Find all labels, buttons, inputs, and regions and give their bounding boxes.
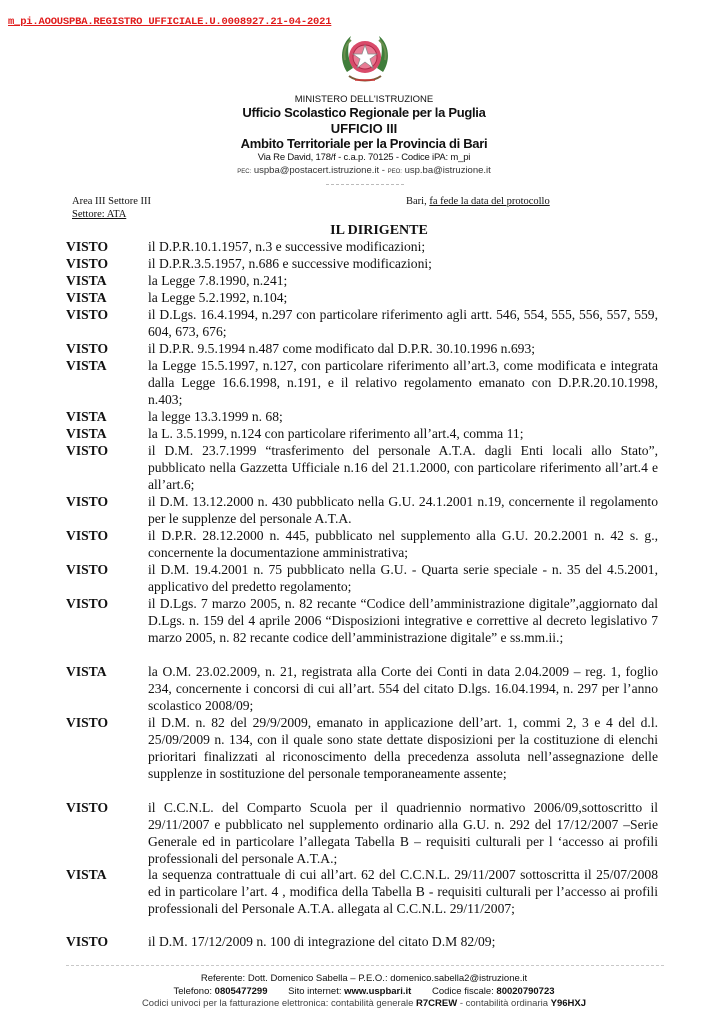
- recital-keyword: VISTO: [66, 800, 109, 815]
- recital-text: la O.M. 23.02.2009, n. 21, registrata alla Corte dei Conti in data 2.04.2009 – reg. 1, foglio 234, concernente i concorsi di cui all’art. 554 del citato D.lgs. 16.04.1994, n. 297 per l’anno scolastico 2008/09;: [148, 664, 658, 713]
- territorial-area: Ambito Territoriale per la Provincia di Bari: [240, 136, 488, 151]
- emblem-of-italy-icon: [337, 30, 393, 90]
- recital-text: la Legge 7.8.1990, n.241;: [148, 273, 288, 288]
- billing-mid-text: - contabilità ordinaria: [457, 998, 551, 1009]
- site-label: Sito internet:: [288, 986, 345, 997]
- recital-entry: [66, 408, 658, 425]
- recital-entry: [66, 493, 658, 527]
- recital-text: il D.P.R.3.5.1957, n.686 e successive modificazioni;: [148, 256, 432, 271]
- recital-entry: [66, 238, 658, 255]
- email-separator: -: [379, 165, 388, 176]
- footer-billing: [0, 998, 728, 1009]
- recital-entry: [66, 442, 658, 493]
- peo-label: PEO:: [387, 169, 402, 175]
- pec-label: PEC:: [237, 169, 252, 175]
- recital-keyword: VISTO: [66, 715, 109, 730]
- recital-entry: [66, 357, 658, 408]
- recital-keyword: VISTA: [66, 358, 107, 373]
- pec-email-link[interactable]: uspba@postacert.istruzione.it: [253, 165, 380, 176]
- billing-text: Codici univoci per la fatturazione elettronica: contabilità generale: [141, 998, 417, 1009]
- referent-email-link[interactable]: domenico.sabella2@istruzione.it: [390, 973, 528, 984]
- recital-keyword: VISTO: [66, 443, 109, 458]
- billing-code-general: R7CREW: [416, 998, 458, 1009]
- place-date: [406, 196, 550, 207]
- recital-text: la Legge 15.5.1997, n.127, con particolare riferimento all’art.3, come modificata e integrata dalla Legge 16.6.1998, n.191, e il relativo regolamento emanato con D.P.R.20.10.1998, n.403;: [148, 358, 658, 407]
- recital-keyword: VISTO: [66, 528, 109, 543]
- sector-label: Settore: ATA: [72, 209, 127, 220]
- recital-text: il D.M. 19.4.2001 n. 75 pubblicato nella G.U. - Quarta serie speciale - n. 35 del 4.5.2001, applicativo del predetto regolamento;: [148, 562, 658, 594]
- recital-text: il D.M. 23.7.1999 “trasferimento del personale A.T.A. dagli Enti locali allo Stato”, pubblicato nella Gazzetta Ufficiale n.16 del 21.1.2000, con particolare riferimento all’art.4 e all’art.6;: [148, 443, 658, 492]
- recital-keyword: VISTO: [66, 494, 109, 509]
- recital-keyword: VISTO: [66, 596, 109, 611]
- recital-entry: [66, 306, 658, 340]
- recital-keyword: VISTA: [66, 290, 107, 305]
- tax-code-label: Codice fiscale:: [431, 986, 497, 997]
- recital-text: il D.P.R. 28.12.2000 n. 445, pubblicato nel supplemento alla G.U. 20.2.2001 n. 42 s. g., concernente la documentazione amministrativa;: [148, 528, 658, 560]
- office-address: Via Re David, 178/f - c.a.p. 70125 - Codice iPA: m_pi: [257, 152, 471, 163]
- recital-entry: [66, 340, 658, 357]
- recital-text: il D.M. n. 82 del 29/9/2009, emanato in applicazione dell’art. 1, commi 2, 3 e 4 del d.l. 25/09/2009 n. 134, con il quale sono state dettate disposizioni per la costituzione di elenchi prioritari finalizzati al riconoscimento della precedenza assoluta nell’assegnazione delle supplenze in sostituzione del personale temporaneamente assente;: [148, 715, 658, 781]
- footer-contacts: [0, 986, 728, 997]
- recital-text: il D.Lgs. 7 marzo 2005, n. 82 recante “Codice dell’amministrazione digitale”,aggiornato dal D.Lgs. n. 159 del 4 aprile 2006 “Disposizioni integrative e correttive al decreto legislativo 7 marzo 2005, n. 82 recante codice dell’amministrazione digitale” e ss.mm.ii.;: [148, 596, 658, 645]
- ministry-name: MINISTERO DELL'ISTRUZIONE: [294, 94, 434, 105]
- recital-text: il C.C.N.L. del Comparto Scuola per il quadriennio normativo 2006/09,sottoscritto il 29/11/2007 e pubblicato nel supplemento ordinario alla G.U. n. 292 del 17/12/2007 –Serie Generale ed in particolare l’allegata Tabella B – requisiti culturali per l ‘accesso ai profili professionali del personale A.T.A.;: [148, 800, 658, 866]
- recital-entry: [66, 425, 658, 442]
- recital-text: la sequenza contrattuale di cui all’art. 62 del C.C.N.L. 29/11/2007 sottoscritta il 25/07/2008 ed in particolare l’art. 4 , modifica della Tabella B - requisiti culturali per l’accesso ai profili professionali del Personale A.T.A. allegata al C.C.N.L. 29/11/2007;: [148, 867, 658, 916]
- recital-entry: [66, 289, 658, 306]
- protocol-date-note: fa fede la data del protocollo: [429, 196, 550, 207]
- recital-text: il D.P.R. 9.5.1994 n.487 come modificato dal D.P.R. 30.10.1996 n.693;: [148, 341, 536, 356]
- recital-text: la legge 13.3.1999 n. 68;: [148, 409, 283, 424]
- recital-keyword: VISTA: [66, 664, 107, 679]
- peo-email-link[interactable]: usp.ba@istruzione.it: [404, 165, 491, 176]
- recital-text: il D.P.R.10.1.1957, n.3 e successive modificazioni;: [148, 239, 426, 254]
- recital-keyword: VISTO: [66, 562, 109, 577]
- area-sector: Area III Settore III: [72, 196, 151, 207]
- recital-text: il D.M. 13.12.2000 n. 430 pubblicato nella G.U. 24.1.2001 n.19, concernente il regolamento per le supplenze del personale A.T.A.: [148, 494, 658, 526]
- recital-keyword: VISTA: [66, 867, 107, 882]
- recital-keyword: VISTO: [66, 307, 109, 322]
- recital-entry: [66, 663, 658, 714]
- recital-keyword: VISTA: [66, 273, 107, 288]
- unit-name: UFFICIO III: [330, 121, 398, 136]
- recital-text: la Legge 5.2.1992, n.104;: [148, 290, 288, 305]
- recital-keyword: VISTO: [66, 256, 109, 271]
- recital-entry: [66, 933, 658, 950]
- document-title: IL DIRIGENTE: [330, 223, 428, 238]
- footer-divider: [66, 965, 664, 966]
- protocol-stamp: m_pi.AOOUSPBA.REGISTRO UFFICIALE.U.0008927.21-04-2021: [8, 16, 332, 28]
- recital-entry: [66, 866, 658, 917]
- recital-entry: [66, 272, 658, 289]
- referent-label: Referente: Dott. Domenico Sabella – P.E.O.:: [200, 973, 391, 984]
- recital-entry: [66, 527, 658, 561]
- recital-text: il D.Lgs. 16.4.1994, n.297 con particolare riferimento agli artt. 546, 554, 555, 556, 557, 559, 604, 673, 676;: [148, 307, 658, 339]
- recital-text: il D.M. 17/12/2009 n. 100 di integrazione del citato D.M 82/09;: [148, 934, 496, 949]
- recital-entry: [66, 255, 658, 272]
- website-link[interactable]: www.uspbari.it: [344, 986, 412, 997]
- contact-emails: [0, 165, 728, 176]
- billing-code-ordinary: Y96HXJ: [550, 998, 587, 1009]
- phone-number: 0805477299: [214, 986, 268, 997]
- recital-keyword: VISTA: [66, 409, 107, 424]
- recital-entry: [66, 714, 658, 782]
- phone-label: Telefono:: [173, 986, 215, 997]
- tax-code: 80020790723: [496, 986, 555, 997]
- recital-keyword: VISTO: [66, 239, 109, 254]
- recital-keyword: VISTO: [66, 341, 109, 356]
- recital-keyword: VISTO: [66, 934, 109, 949]
- recital-keyword: VISTA: [66, 426, 107, 441]
- place-prefix: Bari,: [406, 196, 430, 207]
- header-divider: [326, 184, 404, 185]
- recital-entry: [66, 561, 658, 595]
- recital-text: la L. 3.5.1999, n.124 con particolare riferimento all’art.4, comma 11;: [148, 426, 524, 441]
- office-name: Ufficio Scolastico Regionale per la Puglia: [242, 105, 486, 120]
- recital-entry: [66, 595, 658, 646]
- recital-entry: [66, 799, 658, 867]
- footer-referent: [0, 973, 728, 984]
